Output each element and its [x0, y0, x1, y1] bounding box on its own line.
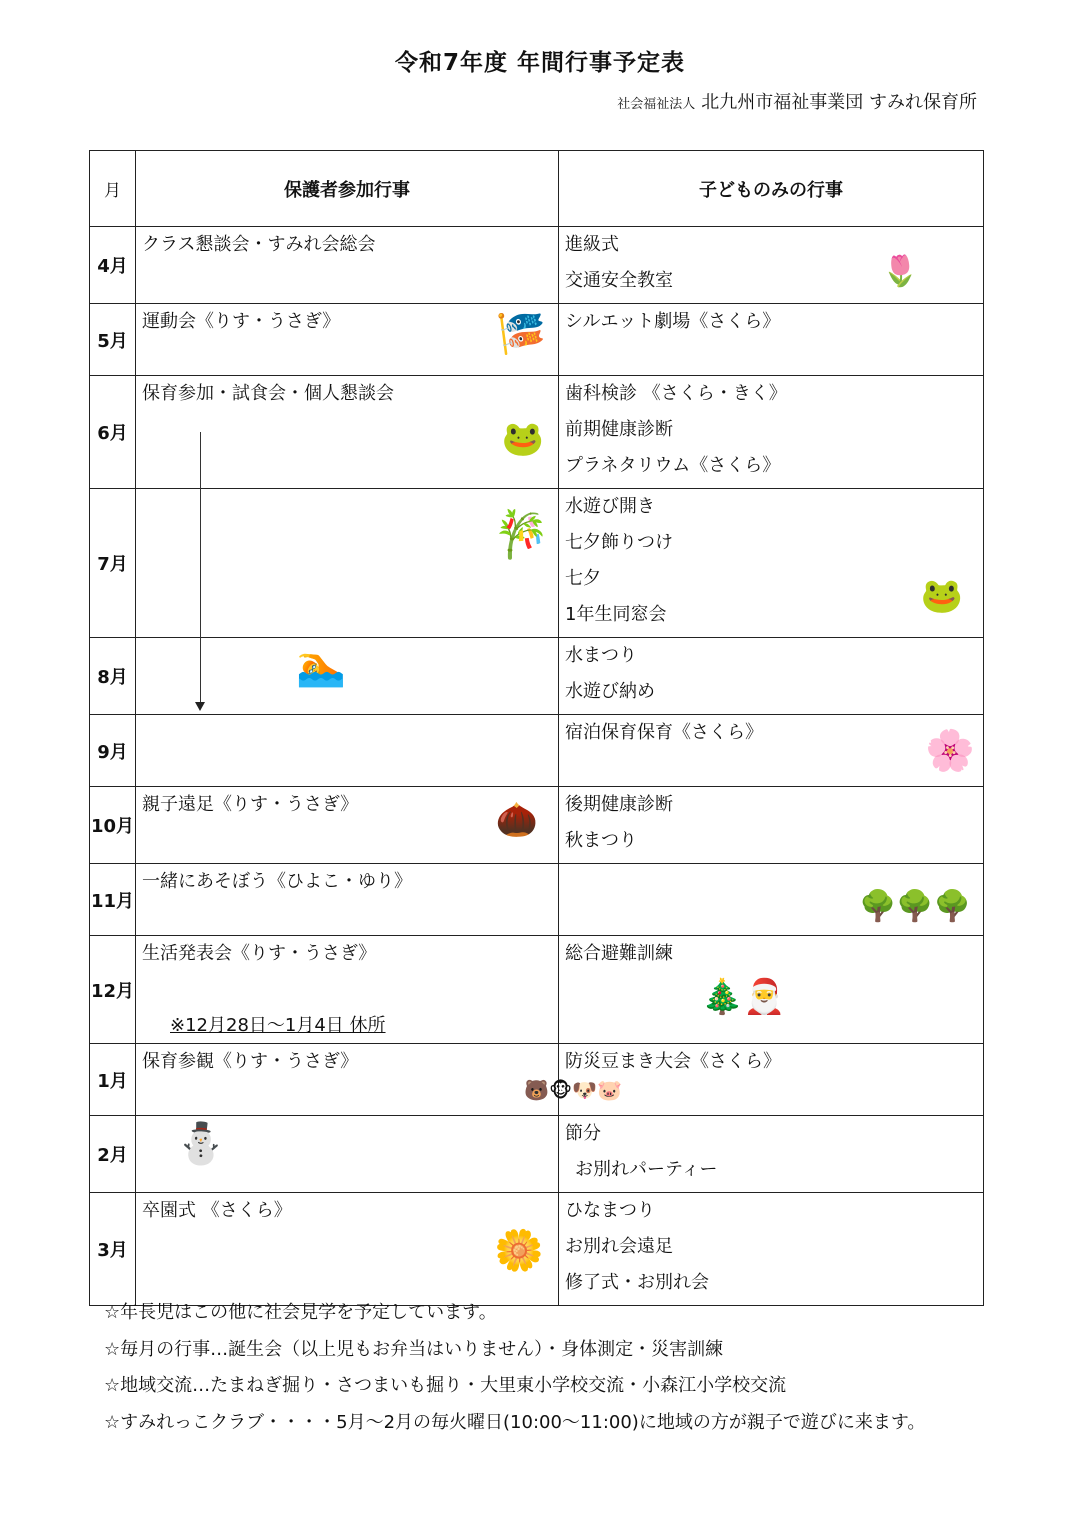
month-cell: 1月 [90, 1044, 136, 1116]
month-cell: 12月 [90, 936, 136, 1044]
continuation-arrow-line [200, 432, 201, 706]
month-cell: 5月 [90, 304, 136, 376]
header-month: 月 [90, 151, 136, 227]
event-item: プラネタリウム《さくら》 [565, 455, 781, 476]
table-row [90, 715, 984, 787]
event-item: お別れ会遠足 [565, 1236, 673, 1257]
child-events-cell [559, 489, 984, 638]
notes [104, 1298, 925, 1444]
month-cell: 3月 [90, 1193, 136, 1306]
event-item: 水まつり [565, 645, 637, 666]
table-row [90, 638, 984, 715]
month-cell: 7月 [90, 489, 136, 638]
note-item: ☆すみれっこクラブ・・・・5月～2月の毎火曜日(10:00～11:00)に地域の方が親子で遊びに来ます。 [104, 1411, 926, 1433]
header-child-events: 子どものみの行事 [559, 151, 984, 227]
table-row [90, 864, 984, 936]
parent-events-cell [136, 227, 559, 304]
parent-events-cell [136, 864, 559, 936]
event-item: 秋まつり [565, 830, 637, 851]
cosmos-icon: 🌸 [925, 728, 975, 774]
child-events-cell [559, 715, 984, 787]
snowman-icon: ⛄ [176, 1121, 226, 1167]
table-header-row [90, 151, 984, 227]
event-item: 前期健康診断 [565, 419, 673, 440]
holiday-note: ※12月28日～1月4日 休所 [170, 1015, 386, 1036]
swimming-kids-icon: 🏊 [296, 643, 346, 689]
table-row [90, 489, 984, 638]
parent-events-cell [136, 936, 559, 1044]
event-item: 交通安全教室 [565, 270, 673, 291]
parent-events-cell [136, 304, 559, 376]
table-row [90, 304, 984, 376]
child-events-cell [559, 1193, 984, 1306]
frog-icon: 🐸 [501, 419, 544, 459]
event-item: クラス懇談会・すみれ会総会 [142, 234, 376, 255]
parent-events-cell [136, 376, 559, 489]
table-row [90, 227, 984, 304]
christmas-icon: 🎄🎅 [701, 977, 786, 1017]
organization [617, 88, 977, 114]
child-events-cell [559, 1044, 984, 1116]
month-cell: 4月 [90, 227, 136, 304]
month-cell: 8月 [90, 638, 136, 715]
child-events-cell [559, 227, 984, 304]
event-item: 七夕飾りつけ [565, 532, 673, 553]
table-row [90, 376, 984, 489]
tulip-icon: 🌷 [881, 254, 919, 289]
month-cell: 2月 [90, 1116, 136, 1193]
month-cell: 9月 [90, 715, 136, 787]
note-item: ☆地域交流…たまねぎ掘り・さつまいも掘り・大里東小学校交流・小森江小学校交流 [104, 1375, 787, 1396]
event-item: 修了式・お別れ会 [565, 1272, 709, 1293]
event-item: 保育参観《りす・うさぎ》 [142, 1051, 359, 1072]
child-events-cell [559, 376, 984, 489]
event-item: 水遊び納め [565, 681, 655, 702]
table-row [90, 1044, 984, 1116]
autumn-trees-icon: 🌳🌳🌳 [858, 889, 971, 924]
table-row [90, 787, 984, 864]
event-item: 後期健康診断 [565, 794, 673, 815]
org-name: 北九州市福祉事業団 すみれ保育所 [701, 92, 977, 113]
carp-streamer-icon: 🎏 [496, 311, 546, 357]
acorn-icon: 🌰 [495, 800, 538, 840]
event-item: 総合避難訓練 [565, 943, 673, 964]
child-events-cell [559, 638, 984, 715]
parent-events-cell [136, 1193, 559, 1306]
parent-events-cell [136, 1044, 622, 1116]
event-item: 水遊び開き [565, 496, 655, 517]
rapeseed-flower-icon: 🌼 [494, 1228, 544, 1274]
event-item: 1年生同窓会 [565, 604, 667, 625]
table-row [90, 1193, 984, 1306]
note-item: ☆毎月の行事…誕生会（以上児もお弁当はいりません）・身体測定・災害訓練 [104, 1338, 724, 1360]
child-events-cell [559, 787, 984, 864]
zodiac-animals-icon: 🐻🐵🐶🐷 [524, 1078, 622, 1102]
event-item: 運動会《りす・うさぎ》 [142, 311, 341, 332]
event-item: 生活発表会《りす・うさぎ》 [142, 943, 377, 964]
event-item: 保育参加・試食会・個人懇談会 [142, 383, 394, 404]
org-type: 社会福祉法人 [617, 97, 696, 112]
child-events-cell [559, 304, 984, 376]
schedule-table [89, 150, 984, 1306]
frog-icon: 🐸 [920, 576, 963, 616]
table-row [90, 1116, 984, 1193]
parent-events-cell [136, 715, 559, 787]
parent-events-cell [136, 489, 559, 638]
event-item: ひなまつり [565, 1200, 655, 1221]
event-item: 歯科検診 《さくら・きく》 [565, 383, 787, 404]
continuation-arrow-head [195, 702, 205, 711]
event-item: 親子遠足《りす・うさぎ》 [142, 794, 359, 815]
table-row [90, 936, 984, 1044]
page-title: 令和7年度 年間行事予定表 [394, 50, 685, 76]
event-item: 防災豆まき大会《さくら》 [565, 1051, 781, 1072]
event-item: 卒園式 《さくら》 [142, 1200, 292, 1221]
event-item: シルエット劇場《さくら》 [565, 311, 781, 332]
header-parent-events: 保護者参加行事 [136, 151, 559, 227]
note-item: ☆年長児はこの他に社会見学を予定しています。 [104, 1302, 497, 1323]
month-cell: 11月 [90, 864, 136, 936]
bamboo-icon: 🎋 [492, 507, 550, 561]
event-item: 進級式 [565, 234, 619, 255]
parent-events-cell [136, 787, 559, 864]
month-cell: 6月 [90, 376, 136, 489]
event-item: お別れパーティー [575, 1159, 718, 1180]
child-events-cell [559, 1116, 984, 1193]
month-cell: 10月 [90, 787, 136, 864]
event-item: 七夕 [565, 568, 601, 589]
child-events-cell [559, 936, 984, 1044]
child-events-cell [559, 864, 984, 936]
event-item: 一緒にあそぼう《ひよこ・ゆり》 [142, 871, 412, 892]
event-item: 節分 [565, 1123, 601, 1144]
event-item: 宿泊保育保育《さくら》 [565, 722, 763, 743]
parent-events-cell [136, 1116, 559, 1193]
